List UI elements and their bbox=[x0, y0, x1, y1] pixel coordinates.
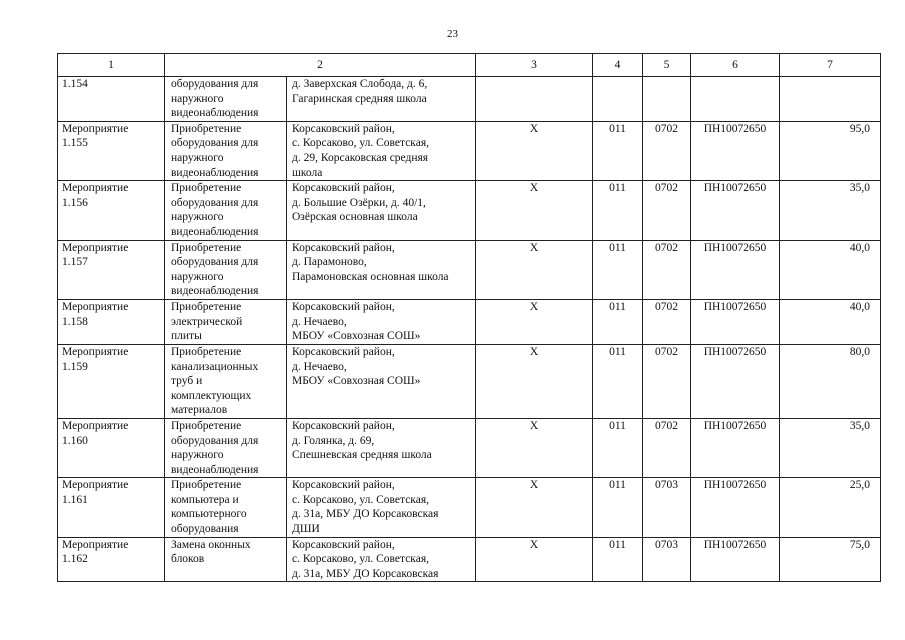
col5-cell: 0702 bbox=[643, 240, 691, 299]
table-row bbox=[58, 181, 881, 240]
col4-cell: 011 bbox=[593, 299, 643, 344]
header-cell-1: 1 bbox=[58, 54, 165, 77]
col3-cell: Х bbox=[476, 121, 593, 180]
col3-cell bbox=[476, 77, 593, 122]
col6-cell bbox=[691, 77, 780, 122]
amount-cell: 75,0 bbox=[780, 537, 881, 582]
table-row bbox=[58, 77, 881, 122]
measure-code-cell: Мероприятие 1.159 bbox=[58, 344, 165, 418]
col6-cell: ПН10072650 bbox=[691, 240, 780, 299]
measure-code-cell: Мероприятие 1.161 bbox=[58, 478, 165, 537]
location-cell: Корсаковский район, д. Большие Озёрки, д. 40/1, Озёрская основная школа bbox=[287, 181, 476, 240]
col5-cell: 0702 bbox=[643, 299, 691, 344]
col6-cell: ПН10072650 bbox=[691, 418, 780, 477]
measure-code-cell: Мероприятие 1.156 bbox=[58, 181, 165, 240]
item-name-cell: оборудования для наружного видеонаблюдения bbox=[165, 77, 287, 122]
amount-cell: 95,0 bbox=[780, 121, 881, 180]
col5-cell: 0702 bbox=[643, 344, 691, 418]
col4-cell bbox=[593, 77, 643, 122]
measure-code-cell: Мероприятие 1.155 bbox=[58, 121, 165, 180]
header-cell-2: 2 bbox=[165, 54, 476, 77]
item-name-cell: Приобретение канализационных труб и комплектующих материалов bbox=[165, 344, 287, 418]
header-cell-3: 3 bbox=[476, 54, 593, 77]
col4-cell: 011 bbox=[593, 537, 643, 582]
col5-cell: 0703 bbox=[643, 537, 691, 582]
measures-table bbox=[57, 53, 881, 582]
item-name-cell: Замена оконных блоков bbox=[165, 537, 287, 582]
location-cell: Корсаковский район, д. Нечаево, МБОУ «Совхозная СОШ» bbox=[287, 299, 476, 344]
amount-cell: 35,0 bbox=[780, 181, 881, 240]
measure-code-cell: Мероприятие 1.157 bbox=[58, 240, 165, 299]
table-row bbox=[58, 240, 881, 299]
measure-code-cell: Мероприятие 1.162 bbox=[58, 537, 165, 582]
col3-cell: Х bbox=[476, 418, 593, 477]
item-name-cell: Приобретение оборудования для наружного видеонаблюдения bbox=[165, 418, 287, 477]
col6-cell: ПН10072650 bbox=[691, 344, 780, 418]
col4-cell: 011 bbox=[593, 478, 643, 537]
header-cell-4: 4 bbox=[593, 54, 643, 77]
amount-cell bbox=[780, 77, 881, 122]
col3-cell: Х bbox=[476, 537, 593, 582]
location-cell: Корсаковский район, с. Корсаково, ул. Советская, д. 29, Корсаковская средняя школа bbox=[287, 121, 476, 180]
measure-code-cell: Мероприятие 1.160 bbox=[58, 418, 165, 477]
table-row bbox=[58, 299, 881, 344]
amount-cell: 35,0 bbox=[780, 418, 881, 477]
col3-cell: Х bbox=[476, 240, 593, 299]
col5-cell: 0702 bbox=[643, 181, 691, 240]
table-row bbox=[58, 418, 881, 477]
col3-cell: Х bbox=[476, 344, 593, 418]
table-row bbox=[58, 344, 881, 418]
col6-cell: ПН10072650 bbox=[691, 299, 780, 344]
location-cell: Корсаковский район, с. Корсаково, ул. Советская, д. 31а, МБУ ДО Корсаковская ДШИ bbox=[287, 478, 476, 537]
measure-code-cell: Мероприятие 1.158 bbox=[58, 299, 165, 344]
amount-cell: 40,0 bbox=[780, 240, 881, 299]
header-cell-6: 6 bbox=[691, 54, 780, 77]
amount-cell: 80,0 bbox=[780, 344, 881, 418]
item-name-cell: Приобретение оборудования для наружного видеонаблюдения bbox=[165, 240, 287, 299]
header-cell-5: 5 bbox=[643, 54, 691, 77]
amount-cell: 25,0 bbox=[780, 478, 881, 537]
page-number: 23 bbox=[447, 28, 458, 40]
col4-cell: 011 bbox=[593, 121, 643, 180]
measure-code-cell: 1.154 bbox=[58, 77, 165, 122]
col5-cell: 0702 bbox=[643, 418, 691, 477]
table-header-row bbox=[58, 54, 881, 77]
col3-cell: Х bbox=[476, 478, 593, 537]
table-row bbox=[58, 478, 881, 537]
col3-cell: Х bbox=[476, 299, 593, 344]
location-cell: Корсаковский район, д. Нечаево, МБОУ «Совхозная СОШ» bbox=[287, 344, 476, 418]
col6-cell: ПН10072650 bbox=[691, 537, 780, 582]
item-name-cell: Приобретение электрической плиты bbox=[165, 299, 287, 344]
col6-cell: ПН10072650 bbox=[691, 121, 780, 180]
location-cell: Корсаковский район, д. Парамоново, Парамоновская основная школа bbox=[287, 240, 476, 299]
location-cell: Корсаковский район, д. Голянка, д. 69, Спешневская средняя школа bbox=[287, 418, 476, 477]
header-cell-7: 7 bbox=[780, 54, 881, 77]
col5-cell bbox=[643, 77, 691, 122]
item-name-cell: Приобретение оборудования для наружного видеонаблюдения bbox=[165, 181, 287, 240]
amount-cell: 40,0 bbox=[780, 299, 881, 344]
table-row bbox=[58, 121, 881, 180]
col5-cell: 0703 bbox=[643, 478, 691, 537]
col4-cell: 011 bbox=[593, 418, 643, 477]
col6-cell: ПН10072650 bbox=[691, 181, 780, 240]
col3-cell: Х bbox=[476, 181, 593, 240]
col4-cell: 011 bbox=[593, 181, 643, 240]
table-row bbox=[58, 537, 881, 582]
col6-cell: ПН10072650 bbox=[691, 478, 780, 537]
col4-cell: 011 bbox=[593, 240, 643, 299]
col4-cell: 011 bbox=[593, 344, 643, 418]
item-name-cell: Приобретение компьютера и компьютерного оборудования bbox=[165, 478, 287, 537]
location-cell: Корсаковский район, с. Корсаково, ул. Советская, д. 31а, МБУ ДО Корсаковская bbox=[287, 537, 476, 582]
location-cell: д. Заверхская Слобода, д. 6, Гагаринская средняя школа bbox=[287, 77, 476, 122]
col5-cell: 0702 bbox=[643, 121, 691, 180]
item-name-cell: Приобретение оборудования для наружного видеонаблюдения bbox=[165, 121, 287, 180]
